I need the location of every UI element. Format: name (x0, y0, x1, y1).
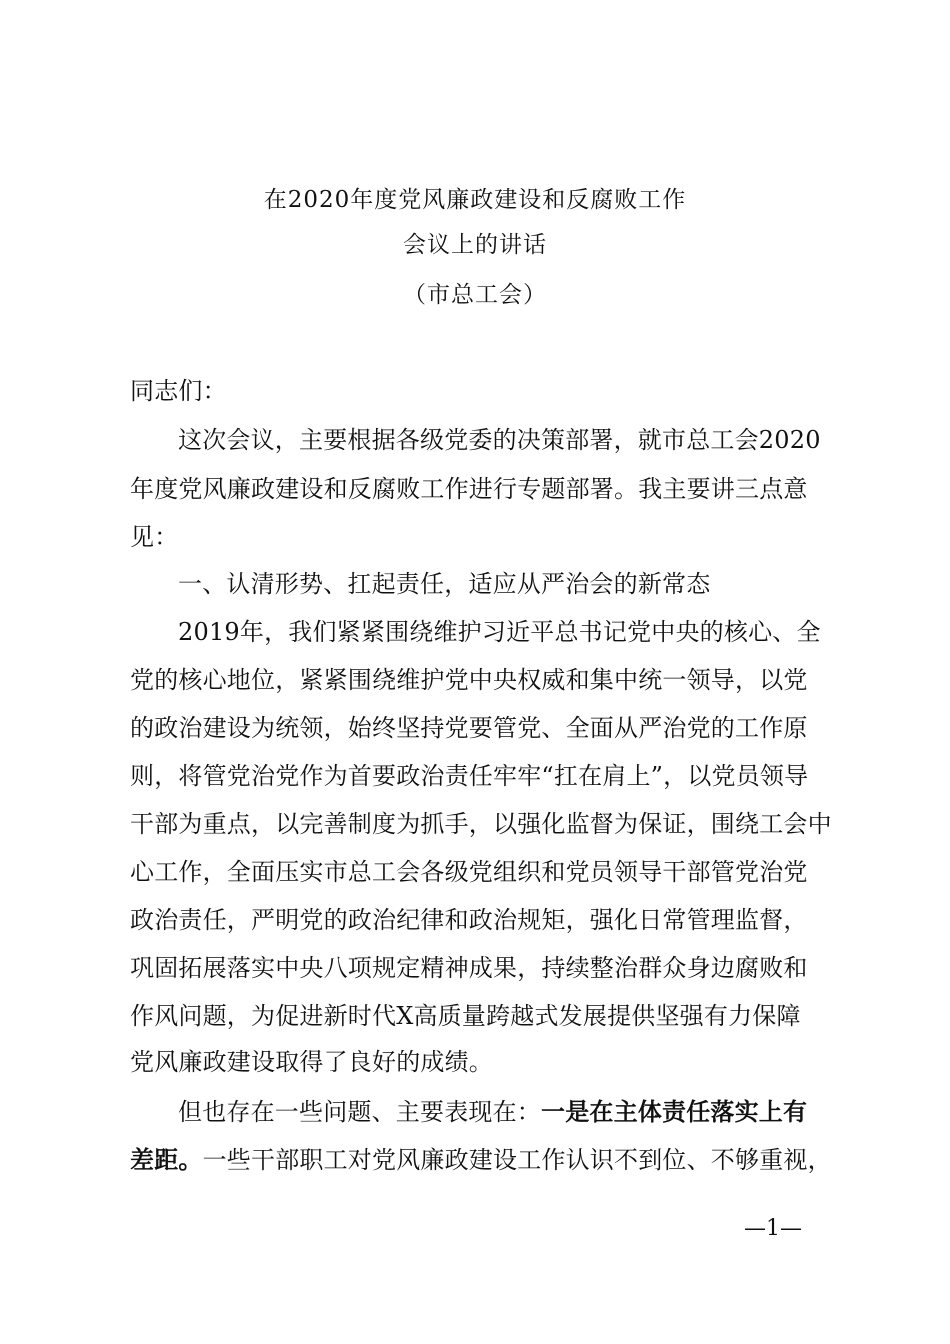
salutation: 同志们： (130, 377, 227, 405)
title-line-2: 会议上的讲话 (403, 232, 547, 258)
body2-line-1 (178, 1096, 830, 1128)
body1-line-7: 政治责任，严明党的政治纪律和政治规矩，强化日常管理监督， (130, 906, 808, 934)
intro-line-1: 这次会议，主要根据各级党委的决策部署，就市总工会2020 (178, 426, 821, 454)
body2-line-1-bold: 一是在主体责任落实上有 (541, 1097, 808, 1126)
body1-line-2: 党的核心地位，紧紧围绕维护党中央权威和集中统一领导，以党 (130, 666, 808, 694)
body2-line-2-normal: 一些干部职工对党风廉政建设工作认识不到位、不够重视， (202, 1146, 832, 1174)
body1-line-4: 则，将管党治党作为首要政治责任牢牢“扛在肩上”，以党员领导 (130, 762, 809, 790)
body2-line-2-bold: 差距。 (130, 1145, 203, 1174)
title-line-3: （市总工会） (403, 282, 547, 308)
intro-line-3: 见： (130, 523, 179, 551)
body1-line-1: 2019年，我们紧紧围绕维护习近平总书记党中央的核心、全 (178, 618, 821, 646)
body2-line-1-normal: 但也存在一些问题、主要表现在： (178, 1098, 541, 1126)
body1-line-6: 心工作，全面压实市总工会各级党组织和党员领导干部管党治党 (130, 858, 808, 886)
body1-line-9: 作风问题，为促进新时代X高质量跨越式发展提供坚强有力保障 (130, 1002, 801, 1030)
title-line-1: 在2020年度党风廉政建设和反腐败工作 (263, 187, 687, 213)
body1-line-8: 巩固拓展落实中央八项规定精神成果，持续整治群众身边腐败和 (130, 954, 808, 982)
intro-line-2: 年度党风廉政建设和反腐败工作进行专题部署。我主要讲三点意 (130, 475, 808, 503)
body2-line-2 (130, 1144, 830, 1176)
body1-line-5: 干部为重点，以完善制度为抓手，以强化监督为保证，围绕工会中 (130, 810, 832, 838)
section-heading-1: 一、认清形势、扛起责任，适应从严治会的新常态 (178, 570, 711, 598)
body1-line-3: 的政治建设为统领，始终坚持党要管党、全面从严治党的工作原 (130, 714, 808, 742)
page-number: —1— (744, 1216, 802, 1241)
body1-line-10: 党风廉政建设取得了良好的成绩。 (130, 1048, 493, 1076)
